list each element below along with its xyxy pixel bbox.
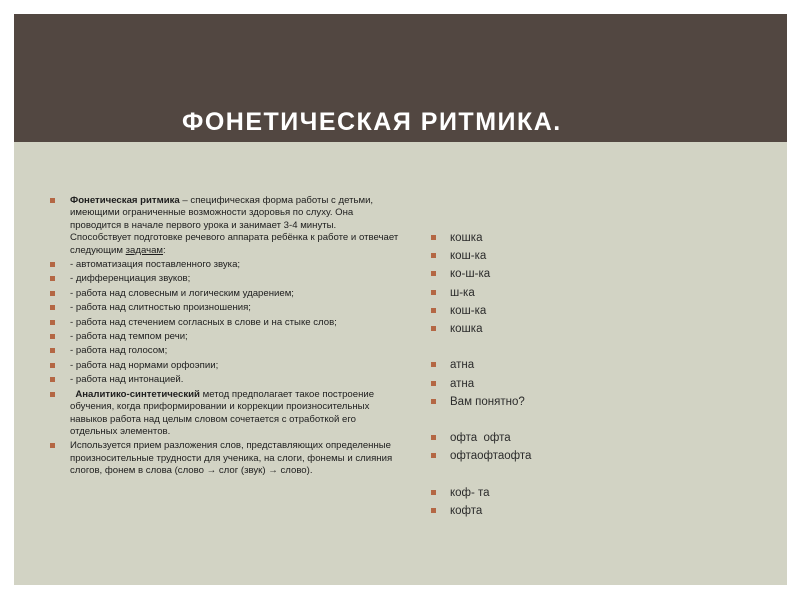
word-text: ко-ш-ка <box>450 268 491 281</box>
bullet-icon <box>50 262 55 267</box>
list-item-intro <box>48 195 400 257</box>
list-item-task <box>48 360 400 372</box>
bullet-icon <box>50 363 55 368</box>
tasks-link[interactable]: задачам <box>125 244 164 256</box>
bullet-icon <box>431 490 436 495</box>
method-text: метод предполагает такое построение обучения, когда приформировании и коррекции произносительных навыков работа над целым словом сочетается с отработкой его отдельных элементов. <box>70 388 375 437</box>
list-item-task <box>48 317 400 329</box>
task-text: - работа над нормами орфоэпии; <box>70 359 219 371</box>
task-text: - работа над голосом; <box>70 345 168 357</box>
list-item-task <box>48 374 400 386</box>
bullet-icon <box>50 392 55 397</box>
list-item-word <box>429 504 629 522</box>
bullet-icon <box>431 271 436 276</box>
list-item-word <box>429 231 629 249</box>
list-item-word <box>429 358 629 376</box>
list-item-word <box>429 286 629 304</box>
list-item-word <box>429 249 629 267</box>
bullet-icon <box>50 198 55 203</box>
title-bar <box>14 14 787 142</box>
intro-text: – специфическая форма работы с детьми, имеющими ограниченные возможности здоровья по слуху. Она проводится в начале первого урока и занимает 3-4 минуты. Способствует подготовке речевого аппарата ребёнка к работе и отвечает следующим <box>70 195 399 256</box>
list-item-word <box>429 377 629 395</box>
left-bullet-list <box>48 195 400 480</box>
list-spacer <box>429 467 629 485</box>
bullet-icon <box>431 381 436 386</box>
list-item-word <box>429 395 629 413</box>
technique-text: Используется прием разложения слов, представляющих определенные произносительные трудности для ученика, на слоги, фонемы и слияния слогов, фонем в слова (слово → слог (звук) → слово). <box>70 440 393 477</box>
task-text: - автоматизация поставленного звука; <box>70 259 241 271</box>
bullet-icon <box>431 290 436 295</box>
word-text: кошка <box>450 322 483 335</box>
word-text: атна <box>450 359 475 372</box>
list-item-method <box>48 389 400 439</box>
list-item-task <box>48 331 400 343</box>
word-text: кофта <box>450 504 483 517</box>
task-text: - дифференциация звуков; <box>70 273 191 285</box>
task-text: - работа над стечением согласных в слове и на стыке слов; <box>70 316 337 328</box>
bullet-icon <box>50 348 55 353</box>
task-text: - работа над темпом речи; <box>70 331 188 343</box>
word-text: коф- та <box>450 486 490 499</box>
list-spacer <box>429 413 629 431</box>
word-text: кош-ка <box>450 304 487 317</box>
word-text: кош-ка <box>450 250 487 263</box>
bullet-icon <box>431 235 436 240</box>
list-item-word <box>429 486 629 504</box>
word-text: Вам понятно? <box>450 395 525 408</box>
list-item-task <box>48 302 400 314</box>
bullet-icon <box>431 399 436 404</box>
word-text: офтаофтаофта <box>450 450 532 463</box>
bullet-icon <box>431 326 436 331</box>
list-item-task <box>48 273 400 285</box>
term-analytic-synthetic: Аналитико-синтетический <box>70 388 200 400</box>
word-text: атна <box>450 377 475 390</box>
word-text: офта офта <box>450 432 511 445</box>
term-phonetic-rhythmics: Фонетическая ритмика <box>70 195 180 206</box>
list-spacer <box>429 340 629 358</box>
list-item-word <box>429 304 629 322</box>
bullet-icon <box>50 334 55 339</box>
task-text: - работа над словесным и логическим ударением; <box>70 287 294 299</box>
list-item-task <box>48 259 400 271</box>
bullet-icon <box>50 291 55 296</box>
list-item-task <box>48 345 400 357</box>
task-text: - работа над интонацией. <box>70 374 184 386</box>
bullet-icon <box>431 362 436 367</box>
word-text: ш-ка <box>450 286 475 299</box>
bullet-icon <box>50 377 55 382</box>
list-item-task <box>48 288 400 300</box>
list-item-word <box>429 322 629 340</box>
list-item-word <box>429 267 629 285</box>
bullet-icon <box>431 308 436 313</box>
task-text: - работа над слитностью произношения; <box>70 302 251 314</box>
bullet-icon <box>431 253 436 258</box>
bullet-icon <box>50 276 55 281</box>
right-word-list <box>429 231 629 522</box>
bullet-icon <box>50 305 55 310</box>
bullet-icon <box>50 443 55 448</box>
bullet-icon <box>50 320 55 325</box>
slide <box>14 14 787 585</box>
bullet-icon <box>431 435 436 440</box>
list-item-technique <box>48 440 400 477</box>
list-item-word <box>429 449 629 467</box>
word-text: кошка <box>450 232 483 244</box>
bullet-icon <box>431 508 436 513</box>
bullet-icon <box>431 453 436 458</box>
intro-end: : <box>163 244 166 256</box>
list-item-word <box>429 431 629 449</box>
slide-title: ФОНЕТИЧЕСКАЯ РИТМИКА. <box>182 108 562 136</box>
